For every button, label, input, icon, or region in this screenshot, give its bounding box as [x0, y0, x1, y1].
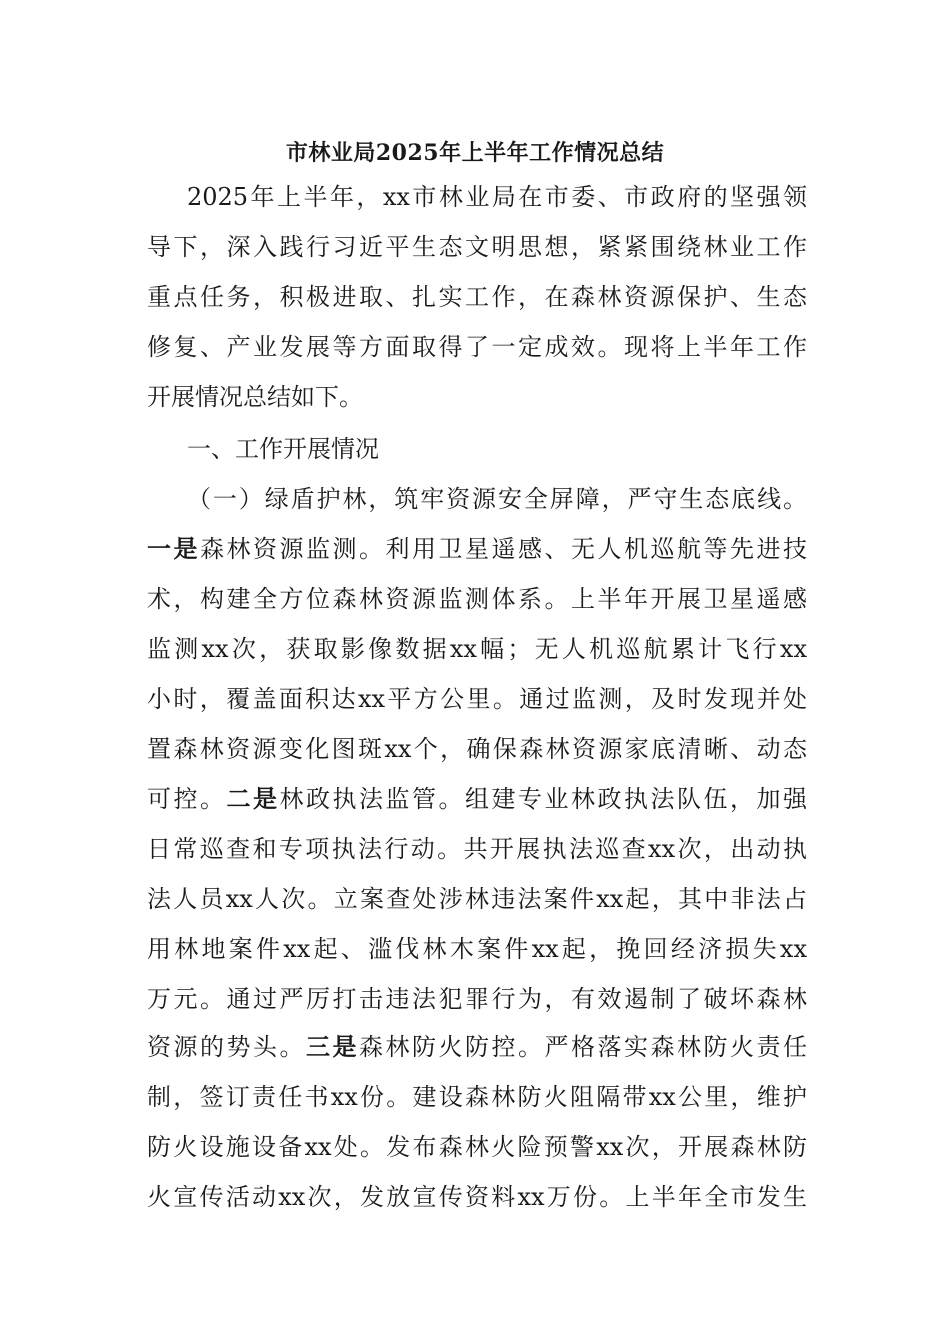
body-text: 林政执法监管。组建专业林政执法队伍，加强 [279, 785, 807, 813]
body-text: 可控。 [147, 785, 227, 813]
section-heading: 一、工作开展情况 [187, 435, 379, 463]
body-line-7: 日常巡查和专项执法行动。共开展执法巡查xx次，出动执 [147, 835, 807, 863]
intro-line-2: 导下，深入践行习近平生态文明思想，紧紧围绕林业工作 [147, 233, 807, 261]
body-text: 森林防火防控。严格落实森林防火责任 [359, 1033, 807, 1061]
body-line-14: 火宣传活动xx次，发放宣传资料xx万份。上半年全市发生 [147, 1183, 807, 1211]
point-label-3: 三是 [306, 1032, 359, 1061]
document-title: 市林业局2025年上半年工作情况总结 [285, 140, 665, 166]
intro-line-5: 开展情况总结如下。 [147, 383, 363, 411]
intro-line-4: 修复、产业发展等方面取得了一定成效。现将上半年工作 [147, 333, 807, 361]
body-line-4: 小时，覆盖面积达xx平方公里。通过监测，及时发现并处 [147, 685, 807, 713]
body-line-10: 万元。通过严厉打击违法犯罪行为，有效遏制了破坏森林 [147, 985, 807, 1013]
body-text: 森林资源监测。利用卫星遥感、无人机巡航等先进技 [200, 535, 807, 563]
body-line-8: 法人员xx人次。立案查处涉林违法案件xx起，其中非法占 [147, 885, 807, 913]
body-text: 资源的势头。 [147, 1033, 306, 1061]
body-line-9: 用林地案件xx起、滥伐林木案件xx起，挽回经济损失xx [147, 935, 807, 963]
body-line-5: 置森林资源变化图斑xx个，确保森林资源家底清晰、动态 [147, 735, 807, 763]
intro-line-3: 重点任务，积极进取、扎实工作，在森林资源保护、生态 [147, 283, 807, 311]
body-line-2: 术，构建全方位森林资源监测体系。上半年开展卫星遥感 [147, 585, 807, 613]
intro-line-1: 2025年上半年，xx市林业局在市委、市政府的坚强领 [187, 183, 807, 211]
subsection-heading: （一）绿盾护林，筑牢资源安全屏障，严守生态底线。 [187, 485, 807, 513]
point-label-2: 二是 [226, 784, 280, 813]
body-line-6 [147, 774, 807, 824]
body-line-12: 制，签订责任书xx份。建设森林防火阻隔带xx公里，维护 [147, 1083, 807, 1111]
body-line-3: 监测xx次，获取影像数据xx幅；无人机巡航累计飞行xx [147, 635, 807, 663]
body-line-13: 防火设施设备xx处。发布森林火险预警xx次，开展森林防 [147, 1133, 807, 1161]
point-label-1: 一是 [147, 534, 200, 563]
body-line-11 [147, 1022, 807, 1072]
body-line-1 [147, 524, 807, 574]
